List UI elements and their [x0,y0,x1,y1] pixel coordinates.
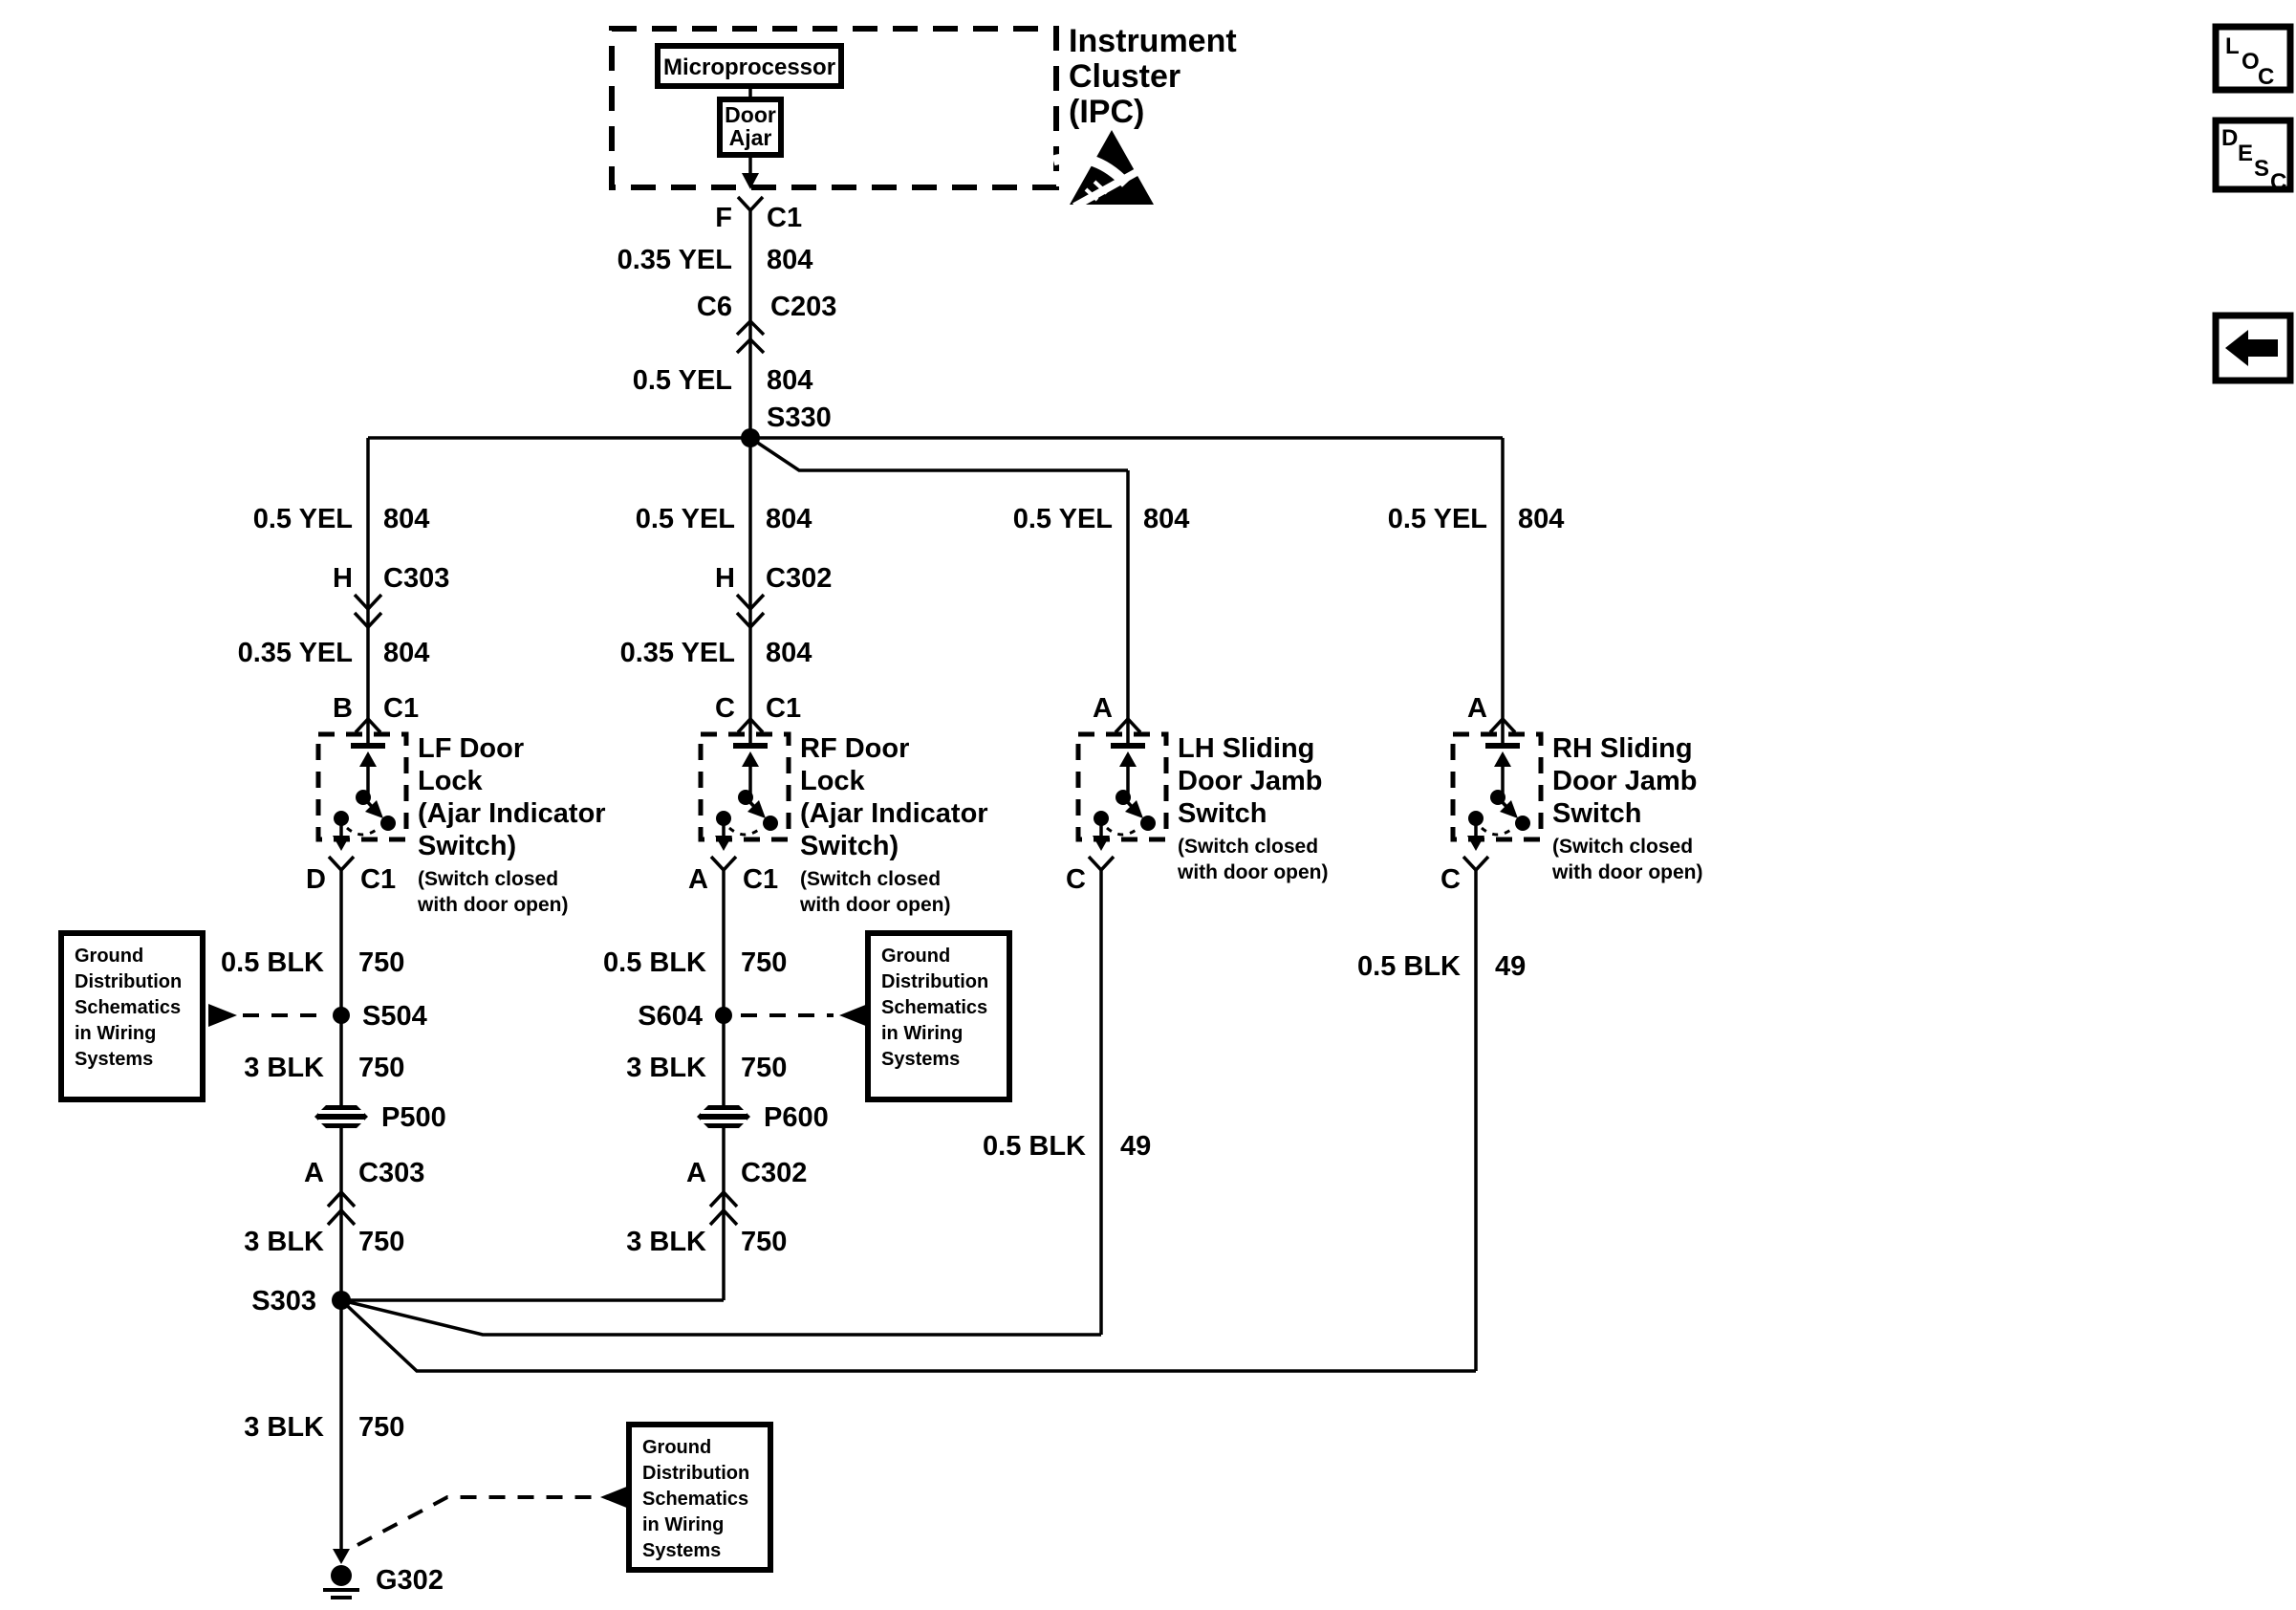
circuit-number: 750 [741,1053,788,1083]
ref-box-line: Systems [75,1049,154,1070]
connector-y-icon [1463,857,1488,870]
component-note-line: with door open) [418,894,569,916]
pin-label: A [688,864,708,895]
grommet-label: P500 [381,1102,446,1133]
wire-label: 0.5 BLK [983,1131,1086,1162]
grommet-icon [697,1105,750,1128]
wire-label: 3 BLK [626,1053,706,1083]
component-name-line: LF Door [418,733,525,764]
wire-label: 0.35 YEL [237,638,353,668]
wire-label: 0.5 YEL [1012,504,1113,534]
arrowhead-up-icon [359,751,377,767]
switch-travel-arc [729,828,761,835]
connector-label: C303 [383,563,450,594]
pin-label: H [715,563,735,594]
splice-label: S604 [638,1001,703,1032]
circuit-number: 804 [383,504,430,534]
component-name-line: Switch) [800,831,899,861]
wire-label: 0.5 YEL [635,504,735,534]
switch-symbol [333,746,396,851]
circuit-number: 804 [1143,504,1190,534]
connector-label: C302 [766,563,833,594]
connector-y-icon [1089,857,1114,870]
circuit-number: 49 [1495,951,1527,982]
arrowhead-down-icon [715,836,732,851]
ref-box-line: Systems [881,1049,961,1070]
feed-circuit [368,197,1503,470]
circuit-number: 750 [741,947,788,978]
ref-arrow-icon [208,1004,237,1027]
grommet-body [697,1105,750,1128]
connector-label: C1 [743,864,779,895]
ref-arrow-icon [839,1004,868,1027]
door-ajar-line: Door [725,102,776,127]
ref-box-line: Ground [642,1437,712,1458]
ref-box-line: in Wiring [75,1023,157,1044]
ref-box-line: Distribution [881,971,989,992]
circuit-number: 750 [358,1227,405,1257]
ground-circuit [244,1286,1476,1598]
arrowhead-up-icon [1494,751,1511,767]
branch-rf-door-lock [603,438,988,1300]
ref-box-line: Ground [881,946,951,967]
grommet-label: P600 [764,1102,829,1133]
branch-lf-door-lock [221,438,606,1300]
desc-letter: D [2221,125,2239,151]
component-name-line: Switch [1178,798,1267,829]
ref-box-line: in Wiring [642,1514,725,1535]
arrowhead-down-icon [1093,836,1110,851]
door-ajar-line: Ajar [728,125,772,150]
loc-letter: C [2258,64,2275,90]
component-name-line: Lock [800,766,865,796]
component-note-line: with door open) [1178,861,1329,883]
ipc-title-line: Instrument [1069,23,1237,59]
wire-label: 3 BLK [244,1227,324,1257]
component-name-line: Door Jamb [1178,766,1323,796]
wire-label: 3 BLK [244,1412,324,1443]
circuit-number: 804 [766,638,812,668]
pin-label: C [1440,864,1461,895]
ref-box-line: Schematics [642,1489,749,1510]
wire-label: 3 BLK [244,1053,324,1083]
pin-label: H [333,563,353,594]
branch-feed-wire [750,438,1128,470]
ipc-title-line: Cluster [1069,58,1181,95]
switch-symbol [715,746,778,851]
ref-box-line: in Wiring [881,1023,964,1044]
arrowhead-up-icon [1119,751,1137,767]
wire-label: 0.5 YEL [1387,504,1487,534]
ref-box-line: Schematics [881,997,988,1018]
splice-dot [333,1007,350,1024]
component-name-line: RH Sliding [1552,733,1693,764]
ipc-block [612,23,1237,207]
component-note-line: (Switch closed [418,868,559,890]
branch-lh-sliding-door [983,470,1328,1335]
ref-box-line: Systems [642,1540,722,1561]
grommet-icon [314,1105,368,1128]
connector-label: C1 [767,203,803,233]
switch-travel-arc [1107,828,1138,835]
connector-label: C203 [770,292,837,322]
connector-label: C1 [766,693,802,724]
arrowhead-up-icon [742,751,759,767]
component-name-line: LH Sliding [1178,733,1315,764]
desc-letter: S [2254,156,2270,182]
ipc-title-line: (IPC) [1069,94,1145,130]
component-note-line: (Switch closed [1178,836,1319,858]
component-name-line: Switch) [418,831,517,861]
desc-button[interactable] [2216,120,2290,195]
wire-label: 0.5 BLK [221,947,324,978]
loc-letter: O [2242,49,2260,75]
ref-arrow-icon [600,1486,629,1509]
ref-box-line: Schematics [75,997,182,1018]
ground-label: G302 [376,1565,444,1596]
component-note-line: (Switch closed [1552,836,1694,858]
ref-box-line: Distribution [642,1463,750,1484]
circuit-number: 49 [1120,1131,1152,1162]
switch-symbol [1093,746,1156,851]
desc-letter: C [2270,169,2287,195]
connector-y-icon [738,197,763,210]
desc-letter: E [2238,141,2254,166]
splice-label: S504 [362,1001,427,1032]
component-name-line: (Ajar Indicator [418,798,606,829]
connector-y-icon [711,857,736,870]
pin-label: C [1066,864,1086,895]
arrowhead-down-icon [1467,836,1484,851]
switch-throw-dot [763,816,778,831]
esd-sensitive-icon [1053,130,1154,207]
ground-dot [331,1565,352,1586]
back-button[interactable] [2216,315,2290,381]
wire-label: 3 BLK [626,1227,706,1257]
switch-throw-dot [1515,816,1530,831]
connector-label: C1 [383,693,420,724]
pin-label: A [1093,693,1113,724]
connector-label: C303 [358,1158,425,1188]
ref-box-line: Ground [75,946,144,967]
component-name-line: RF Door [800,733,910,764]
splice-label: S303 [251,1286,316,1316]
component-name-line: Switch [1552,798,1642,829]
switch-travel-arc [347,828,379,835]
connector-label: C1 [360,864,397,895]
ref-dashed-line [357,1497,596,1545]
grommet-body [314,1105,368,1128]
ground-icon [323,1549,359,1598]
wire-label: 0.5 YEL [252,504,353,534]
pin-label: A [1467,693,1487,724]
back-arrow-shaft [2248,339,2278,357]
circuit-number: 750 [358,1053,405,1083]
branch-rh-sliding-door [1357,438,1702,1371]
circuit-number: 804 [767,245,813,275]
circuit-number: 804 [1518,504,1565,534]
component-note-line: (Switch closed [800,868,942,890]
splice-label: S330 [767,402,832,433]
switch-throw-dot [380,816,396,831]
wire-label: 0.5 BLK [1357,951,1461,982]
pin-label: D [306,864,326,895]
component-note-line: with door open) [800,894,951,916]
circuit-number: 750 [741,1227,788,1257]
component-name-line: Lock [418,766,483,796]
pin-label: B [333,693,353,724]
circuit-number: 750 [358,947,405,978]
loc-button[interactable] [2216,27,2290,90]
component-note-line: with door open) [1552,861,1703,883]
circuit-number: 804 [767,365,813,396]
connector-y-icon [329,857,354,870]
component-name-line: (Ajar Indicator [800,798,988,829]
wire-label: 0.35 YEL [619,638,735,668]
arrowhead-down-icon [333,836,350,851]
circuit-number: 804 [383,638,430,668]
pin-label: C [715,693,735,724]
splice-dot [715,1007,732,1024]
component-name-line: Door Jamb [1552,766,1698,796]
switch-throw-dot [1140,816,1156,831]
switch-travel-arc [1482,828,1513,835]
connector-label: C302 [741,1158,808,1188]
wire-label: 0.5 BLK [603,947,706,978]
wire-label: 0.5 YEL [632,365,732,396]
ref-box-line: Distribution [75,971,183,992]
ground-bus-wire [341,1300,1101,1335]
circuit-number: 804 [766,504,812,534]
circuit-number: 750 [358,1412,405,1443]
pin-label: C6 [696,292,732,322]
switch-symbol [1467,746,1530,851]
arrowhead-down-icon [333,1549,350,1564]
loc-letter: L [2225,33,2240,59]
pin-label: F [715,203,732,233]
pin-label: A [304,1158,324,1188]
microprocessor-label: Microprocessor [662,54,836,80]
wire-label: 0.35 YEL [617,245,732,275]
pin-label: A [686,1158,706,1188]
